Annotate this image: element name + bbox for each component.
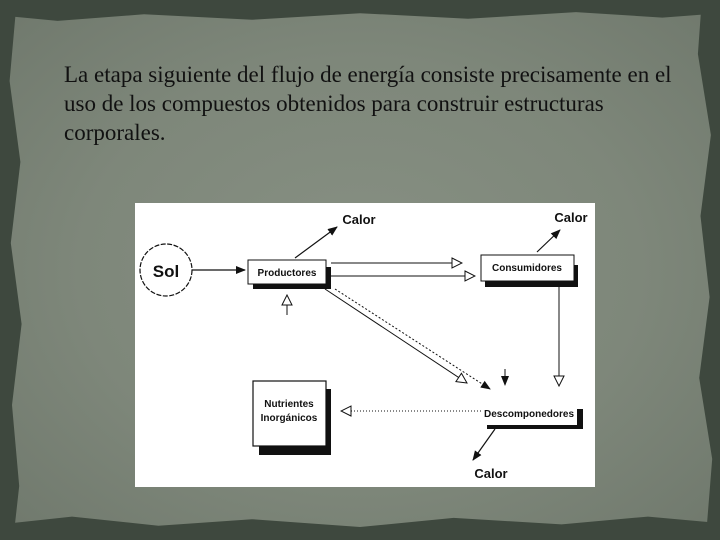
sun-label: Sol bbox=[152, 262, 180, 281]
nutrients-label-line1: Nutrientes bbox=[264, 399, 314, 410]
decomposers-heat-arrow bbox=[473, 429, 495, 460]
frame-border-top bbox=[0, 0, 720, 22]
producers-to-decomposers-arrow-2 bbox=[335, 289, 490, 389]
producers-label: Productores bbox=[257, 268, 317, 279]
energy-flow-diagram bbox=[135, 203, 595, 487]
decomposers-label: Descomponedores bbox=[483, 409, 575, 420]
producers-to-decomposers-arrow-1 bbox=[325, 289, 467, 383]
heat-label-consumers: Calor bbox=[554, 210, 588, 225]
nutrients-label-line2: Inorgánicos bbox=[260, 413, 318, 424]
heat-label-producers: Calor bbox=[342, 212, 376, 227]
consumers-node bbox=[481, 255, 578, 287]
frame-border-left bbox=[0, 0, 24, 540]
nutrients-node bbox=[253, 381, 331, 455]
consumers-label: Consumidores bbox=[491, 263, 563, 274]
sun-node bbox=[140, 244, 192, 296]
producers-node bbox=[248, 260, 331, 289]
frame-border-right bbox=[694, 0, 720, 540]
producers-heat-arrow bbox=[295, 227, 337, 258]
decomposers-node bbox=[481, 403, 583, 429]
slide-body-text: La etapa siguiente del flujo de energía consiste precisamente en el uso de los compuestos obtenidos para construir estructuras corporales. bbox=[64, 62, 672, 145]
frame-border-bottom bbox=[0, 514, 720, 540]
consumers-heat-arrow bbox=[537, 230, 560, 252]
heat-label-decomposers: Calor bbox=[474, 466, 508, 481]
